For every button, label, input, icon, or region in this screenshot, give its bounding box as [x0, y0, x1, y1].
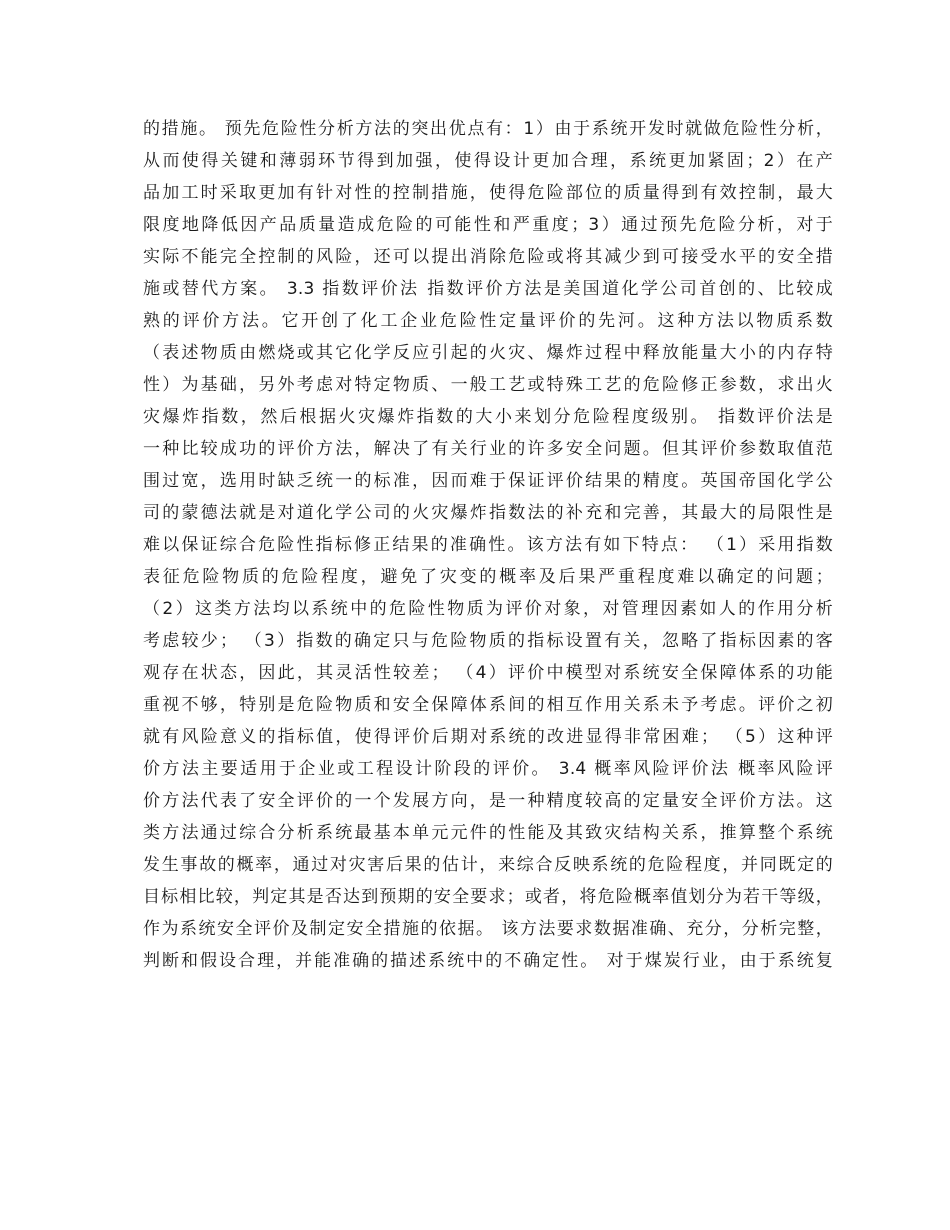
text-line: 品加工时采取更加有针对性的控制措施，使得危险部位的质量得到有效控制，最大 [143, 183, 833, 203]
text-line: 价方法主要适用于企业或工程设计阶段的评价。 3.4 概率风险评价法 概率风险评 [143, 759, 833, 779]
text-line: 重视不够，特别是危险物质和安全保障体系间的相互作用关系未予考虑。评价之初 [143, 695, 833, 715]
text-line: 价方法代表了安全评价的一个发展方向，是一种精度较高的定量安全评价方法。这 [143, 791, 833, 811]
text-line: 灾爆炸指数，然后根据火灾爆炸指数的大小来划分危险程度级别。 指数评价法是 [143, 407, 833, 427]
text-line: 熟的评价方法。它开创了化工企业危险性定量评价的先河。这种方法以物质系数 [143, 311, 833, 331]
text-line: （表述物质由燃烧或其它化学反应引起的火灾、爆炸过程中释放能量大小的内存特 [143, 343, 833, 363]
text-line: 表征危险物质的危险程度，避免了灾变的概率及后果严重程度难以确定的问题； [143, 567, 833, 587]
body-text [143, 113, 833, 977]
text-line: （2）这类方法均以系统中的危险性物质为评价对象，对管理因素如人的作用分析 [143, 599, 833, 619]
text-line: 性）为基础，另外考虑对特定物质、一般工艺或特殊工艺的危险修正参数，求出火 [143, 375, 833, 395]
text-line: 作为系统安全评价及制定安全措施的依据。 该方法要求数据准确、充分，分析完整， [143, 919, 833, 939]
text-line: 就有风险意义的指标值，使得评价后期对系统的改进显得非常困难； （5）这种评 [143, 727, 833, 747]
text-line: 一种比较成功的评价方法，解决了有关行业的许多安全问题。但其评价参数取值范 [143, 439, 833, 459]
text-line: 限度地降低因产品质量造成危险的可能性和严重度；3）通过预先危险分析，对于 [143, 215, 833, 235]
text-line: 司的蒙德法就是对道化学公司的火灾爆炸指数法的补充和完善，其最大的局限性是 [143, 503, 833, 523]
text-line: 从而使得关键和薄弱环节得到加强，使得设计更加合理，系统更加紧固；2）在产 [143, 151, 833, 171]
text-line: 判断和假设合理，并能准确的描述系统中的不确定性。 对于煤炭行业，由于系统复 [143, 951, 833, 971]
text-line: 观存在状态，因此，其灵活性较差； （4）评价中模型对系统安全保障体系的功能 [143, 663, 833, 683]
text-line: 目标相比较，判定其是否达到预期的安全要求；或者，将危险概率值划分为若干等级， [143, 887, 833, 907]
text-line: 类方法通过综合分析系统最基本单元元件的性能及其致灾结构关系，推算整个系统 [143, 823, 833, 843]
text-line: 发生事故的概率，通过对灾害后果的估计，来综合反映系统的危险程度，并同既定的 [143, 855, 833, 875]
text-line: 的措施。 预先危险性分析方法的突出优点有：1）由于系统开发时就做危险性分析， [143, 119, 833, 139]
text-line: 围过宽，选用时缺乏统一的标准，因而难于保证评价结果的精度。英国帝国化学公 [143, 471, 833, 491]
text-line: 难以保证综合危险性指标修正结果的准确性。该方法有如下特点： （1）采用指数 [143, 535, 833, 555]
text-line: 考虑较少； （3）指数的确定只与危险物质的指标设置有关，忽略了指标因素的客 [143, 631, 833, 651]
text-line: 实际不能完全控制的风险，还可以提出消除危险或将其减少到可接受水平的安全措 [143, 247, 833, 267]
text-line: 施或替代方案。 3.3 指数评价法 指数评价方法是美国道化学公司首创的、比较成 [143, 279, 833, 299]
